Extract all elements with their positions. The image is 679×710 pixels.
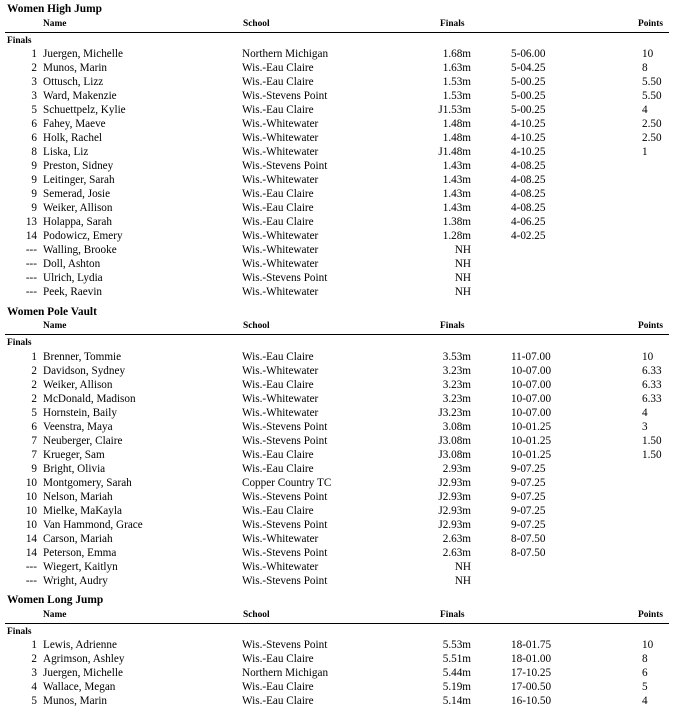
result-row (0, 518, 679, 532)
points-cell: 6.33 (642, 393, 662, 405)
result-row (0, 89, 679, 103)
converted-mark-cell: 18-01.75 (511, 639, 552, 651)
school-cell: Wis.-Eau Claire (242, 62, 314, 74)
mark-cell: 1.43m (442, 188, 471, 200)
place-cell: 2 (31, 62, 37, 74)
athlete-name-cell: Doll, Ashton (43, 258, 101, 270)
converted-mark-cell: 4-08.25 (511, 160, 546, 172)
converted-mark-cell: 9-07.25 (511, 477, 546, 489)
result-row (0, 532, 679, 546)
converted-mark-cell: 9-07.25 (511, 505, 546, 517)
column-header-finals: Finals (440, 19, 465, 29)
place-cell: --- (25, 286, 37, 298)
athlete-name-cell: Davidson, Sydney (43, 365, 126, 377)
place-cell: 13 (25, 216, 37, 228)
mark-cell: 2.63m (442, 533, 471, 545)
mark-cell: 5.51m (442, 653, 471, 665)
converted-mark-cell: 10-01.25 (511, 421, 552, 433)
event-title: Women Long Jump (7, 594, 104, 606)
points-cell: 1.50 (642, 449, 662, 461)
school-cell: Wis.-Stevens Point (242, 272, 328, 284)
result-row (0, 638, 679, 652)
place-cell: 9 (31, 160, 37, 172)
result-row (0, 652, 679, 666)
school-cell: Wis.-Whitewater (242, 244, 319, 256)
result-row (0, 103, 679, 117)
school-cell: Wis.-Stevens Point (242, 435, 328, 447)
school-cell: Copper Country TC (242, 477, 332, 489)
athlete-name-cell: Agrimson, Ashley (43, 653, 125, 665)
athlete-name-cell: Munos, Marin (43, 695, 108, 707)
athlete-name-cell: Walling, Brooke (43, 244, 117, 256)
school-cell: Wis.-Eau Claire (242, 681, 314, 693)
converted-mark-cell: 17-10.25 (511, 667, 552, 679)
column-header-school: School (243, 610, 270, 620)
points-cell: 8 (642, 62, 648, 74)
points-cell: 4 (642, 695, 648, 707)
converted-mark-cell: 16-10.50 (511, 695, 552, 707)
athlete-name-cell: Schuettpelz, Kylie (43, 104, 126, 116)
result-row (0, 257, 679, 271)
place-cell: 2 (31, 393, 37, 405)
result-row (0, 392, 679, 406)
round-label: Finals (7, 36, 32, 46)
mark-cell: 1.68m (442, 48, 471, 60)
athlete-name-cell: Nelson, Mariah (43, 491, 113, 503)
mark-cell: J1.53m (438, 104, 471, 116)
converted-mark-cell: 4-06.25 (511, 216, 546, 228)
result-row (0, 434, 679, 448)
place-cell: 2 (31, 379, 37, 391)
header-divider (5, 334, 669, 335)
school-cell: Wis.-Eau Claire (242, 104, 314, 116)
place-cell: 6 (31, 118, 37, 130)
athlete-name-cell: Lewis, Adrienne (43, 639, 117, 651)
athlete-name-cell: Ulrich, Lydia (43, 272, 103, 284)
mark-cell: 1.43m (442, 160, 471, 172)
column-header-finals: Finals (440, 321, 465, 331)
mark-cell: 3.08m (442, 421, 471, 433)
place-cell: 5 (31, 104, 37, 116)
athlete-name-cell: Munos, Marin (43, 62, 108, 74)
athlete-name-cell: Leitinger, Sarah (43, 174, 115, 186)
school-cell: Wis.-Eau Claire (242, 202, 314, 214)
athlete-name-cell: Holk, Rachel (43, 132, 103, 144)
school-cell: Wis.-Eau Claire (242, 695, 314, 707)
mark-cell: J2.93m (438, 519, 471, 531)
points-cell: 6.33 (642, 379, 662, 391)
round-label: Finals (7, 627, 32, 637)
school-cell: Wis.-Whitewater (242, 365, 319, 377)
school-cell: Wis.-Stevens Point (242, 547, 328, 559)
header-divider (5, 623, 669, 624)
column-header-points: Points (638, 19, 664, 29)
points-cell: 5 (642, 681, 648, 693)
result-row (0, 546, 679, 560)
school-cell: Wis.-Stevens Point (242, 575, 328, 587)
points-cell: 1.50 (642, 435, 662, 447)
converted-mark-cell: 10-07.00 (511, 407, 552, 419)
mark-cell: 1.53m (442, 90, 471, 102)
mark-cell: 5.14m (442, 695, 471, 707)
place-cell: 8 (31, 146, 37, 158)
result-row (0, 159, 679, 173)
school-cell: Wis.-Whitewater (242, 132, 319, 144)
result-row (0, 187, 679, 201)
school-cell: Wis.-Stevens Point (242, 160, 328, 172)
result-row (0, 560, 679, 574)
school-cell: Wis.-Whitewater (242, 118, 319, 130)
place-cell: 4 (31, 681, 37, 693)
converted-mark-cell: 4-10.25 (511, 118, 546, 130)
converted-mark-cell: 4-02.25 (511, 230, 546, 242)
school-cell: Wis.-Stevens Point (242, 421, 328, 433)
place-cell: 14 (25, 533, 37, 545)
result-row (0, 47, 679, 61)
place-cell: --- (25, 575, 37, 587)
result-row (0, 75, 679, 89)
result-row (0, 574, 679, 588)
mark-cell: NH (454, 244, 471, 256)
place-cell: 10 (25, 519, 37, 531)
mark-cell: J2.93m (438, 505, 471, 517)
column-header-name: Name (43, 19, 67, 29)
mark-cell: 1.53m (442, 76, 471, 88)
athlete-name-cell: Juergen, Michelle (43, 48, 123, 60)
column-header-name: Name (43, 610, 67, 620)
school-cell: Wis.-Whitewater (242, 258, 319, 270)
points-cell: 3 (642, 421, 648, 433)
school-cell: Wis.-Eau Claire (242, 505, 314, 517)
school-cell: Wis.-Whitewater (242, 230, 319, 242)
mark-cell: 2.63m (442, 547, 471, 559)
place-cell: 1 (31, 351, 37, 363)
place-cell: 10 (25, 505, 37, 517)
place-cell: --- (25, 272, 37, 284)
athlete-name-cell: Semerad, Josie (43, 188, 111, 200)
mark-cell: 3.23m (442, 393, 471, 405)
converted-mark-cell: 9-07.25 (511, 519, 546, 531)
result-row (0, 350, 679, 364)
points-cell: 2.50 (642, 118, 662, 130)
mark-cell: 5.53m (442, 639, 471, 651)
mark-cell: J1.48m (438, 146, 471, 158)
result-row (0, 680, 679, 694)
athlete-name-cell: Holappa, Sarah (43, 216, 112, 228)
school-cell: Wis.-Eau Claire (242, 463, 314, 475)
result-row (0, 145, 679, 159)
converted-mark-cell: 4-10.25 (511, 146, 546, 158)
column-header-school: School (243, 19, 270, 29)
mark-cell: 1.48m (442, 118, 471, 130)
mark-cell: NH (454, 286, 471, 298)
place-cell: 5 (31, 695, 37, 707)
school-cell: Wis.-Eau Claire (242, 653, 314, 665)
result-row (0, 666, 679, 680)
place-cell: 10 (25, 477, 37, 489)
header-divider (5, 32, 669, 33)
athlete-name-cell: Neuberger, Claire (43, 435, 123, 447)
school-cell: Wis.-Eau Claire (242, 351, 314, 363)
place-cell: 14 (25, 547, 37, 559)
points-cell: 6 (642, 667, 648, 679)
result-row (0, 201, 679, 215)
mark-cell: 5.44m (442, 667, 471, 679)
place-cell: 7 (31, 449, 37, 461)
school-cell: Wis.-Whitewater (242, 286, 319, 298)
place-cell: --- (25, 561, 37, 573)
school-cell: Wis.-Eau Claire (242, 216, 314, 228)
school-cell: Wis.-Whitewater (242, 407, 319, 419)
points-cell: 10 (642, 48, 654, 60)
place-cell: 6 (31, 132, 37, 144)
place-cell: 10 (25, 491, 37, 503)
mark-cell: 3.23m (442, 365, 471, 377)
converted-mark-cell: 4-08.25 (511, 202, 546, 214)
place-cell: 2 (31, 365, 37, 377)
result-row (0, 271, 679, 285)
converted-mark-cell: 5-00.25 (511, 104, 546, 116)
place-cell: 1 (31, 639, 37, 651)
place-cell: 1 (31, 48, 37, 60)
school-cell: Wis.-Stevens Point (242, 491, 328, 503)
points-cell: 4 (642, 104, 648, 116)
mark-cell: 1.48m (442, 132, 471, 144)
place-cell: 3 (31, 90, 37, 102)
result-row (0, 378, 679, 392)
athlete-name-cell: Veenstra, Maya (43, 421, 113, 433)
place-cell: 6 (31, 421, 37, 433)
event-title: Women High Jump (7, 3, 102, 15)
result-row (0, 406, 679, 420)
points-cell: 8 (642, 653, 648, 665)
athlete-name-cell: Wallace, Megan (43, 681, 116, 693)
result-row (0, 420, 679, 434)
school-cell: Wis.-Whitewater (242, 174, 319, 186)
athlete-name-cell: Fahey, Maeve (43, 118, 106, 130)
athlete-name-cell: Mielke, MaKayla (43, 505, 122, 517)
event-title: Women Pole Vault (7, 306, 97, 318)
place-cell: 5 (31, 407, 37, 419)
mark-cell: NH (454, 561, 471, 573)
result-row (0, 285, 679, 299)
athlete-name-cell: Bright, Olivia (43, 463, 106, 475)
converted-mark-cell: 5-00.25 (511, 90, 546, 102)
athlete-name-cell: Ward, Makenzie (43, 90, 117, 102)
place-cell: 7 (31, 435, 37, 447)
athlete-name-cell: Peek, Raevin (43, 286, 103, 298)
athlete-name-cell: Ottusch, Lizz (43, 76, 104, 88)
school-cell: Wis.-Whitewater (242, 533, 319, 545)
converted-mark-cell: 17-00.50 (511, 681, 552, 693)
points-cell: 4 (642, 407, 648, 419)
athlete-name-cell: Krueger, Sam (43, 449, 105, 461)
column-header-name: Name (43, 321, 67, 331)
athlete-name-cell: Montgomery, Sarah (43, 477, 132, 489)
athlete-name-cell: Podowicz, Emery (43, 230, 123, 242)
result-row (0, 476, 679, 490)
mark-cell: NH (454, 575, 471, 587)
athlete-name-cell: Hornstein, Baily (43, 407, 117, 419)
converted-mark-cell: 8-07.50 (511, 533, 546, 545)
athlete-name-cell: Van Hammond, Grace (43, 519, 143, 531)
athlete-name-cell: McDonald, Madison (43, 393, 136, 405)
result-row (0, 462, 679, 476)
school-cell: Wis.-Stevens Point (242, 519, 328, 531)
school-cell: Wis.-Eau Claire (242, 449, 314, 461)
converted-mark-cell: 10-01.25 (511, 449, 552, 461)
school-cell: Wis.-Stevens Point (242, 639, 328, 651)
points-cell: 6.33 (642, 365, 662, 377)
converted-mark-cell: 10-07.00 (511, 365, 552, 377)
place-cell: 9 (31, 202, 37, 214)
points-cell: 1 (642, 146, 648, 158)
school-cell: Northern Michigan (242, 667, 329, 679)
result-row (0, 694, 679, 708)
athlete-name-cell: Peterson, Emma (43, 547, 117, 559)
converted-mark-cell: 5-00.25 (511, 76, 546, 88)
place-cell: --- (25, 244, 37, 256)
converted-mark-cell: 9-07.25 (511, 491, 546, 503)
school-cell: Wis.-Eau Claire (242, 76, 314, 88)
converted-mark-cell: 10-07.00 (511, 393, 552, 405)
school-cell: Wis.-Eau Claire (242, 188, 314, 200)
result-row (0, 61, 679, 75)
athlete-name-cell: Brenner, Tommie (43, 351, 122, 363)
converted-mark-cell: 9-07.25 (511, 463, 546, 475)
athlete-name-cell: Wright, Audry (43, 575, 108, 587)
place-cell: 14 (25, 230, 37, 242)
converted-mark-cell: 5-06.00 (511, 48, 546, 60)
mark-cell: 1.28m (442, 230, 471, 242)
place-cell: 9 (31, 174, 37, 186)
converted-mark-cell: 4-08.25 (511, 188, 546, 200)
column-header-finals: Finals (440, 610, 465, 620)
column-header-points: Points (638, 610, 664, 620)
converted-mark-cell: 4-08.25 (511, 174, 546, 186)
athlete-name-cell: Juergen, Michelle (43, 667, 123, 679)
result-row (0, 243, 679, 257)
result-row (0, 215, 679, 229)
school-cell: Wis.-Whitewater (242, 146, 319, 158)
place-cell: 9 (31, 463, 37, 475)
column-header-school: School (243, 321, 270, 331)
points-cell: 2.50 (642, 132, 662, 144)
mark-cell: 3.23m (442, 379, 471, 391)
school-cell: Wis.-Whitewater (242, 561, 319, 573)
result-row (0, 504, 679, 518)
result-row (0, 131, 679, 145)
mark-cell: 1.43m (442, 202, 471, 214)
mark-cell: J2.93m (438, 491, 471, 503)
column-header-points: Points (638, 321, 664, 331)
mark-cell: NH (454, 272, 471, 284)
result-row (0, 490, 679, 504)
converted-mark-cell: 11-07.00 (511, 351, 551, 363)
place-cell: --- (25, 258, 37, 270)
mark-cell: 5.19m (442, 681, 471, 693)
mark-cell: J3.08m (438, 449, 471, 461)
place-cell: 3 (31, 667, 37, 679)
converted-mark-cell: 10-07.00 (511, 379, 552, 391)
converted-mark-cell: 18-01.00 (511, 653, 552, 665)
result-row (0, 364, 679, 378)
converted-mark-cell: 8-07.50 (511, 547, 546, 559)
round-label: Finals (7, 338, 32, 348)
school-cell: Wis.-Whitewater (242, 393, 319, 405)
result-row (0, 448, 679, 462)
result-row (0, 229, 679, 243)
mark-cell: 1.38m (442, 216, 471, 228)
mark-cell: J3.08m (438, 435, 471, 447)
athlete-name-cell: Carson, Mariah (43, 533, 113, 545)
points-cell: 10 (642, 351, 654, 363)
mark-cell: NH (454, 258, 471, 270)
points-cell: 5.50 (642, 76, 662, 88)
athlete-name-cell: Liska, Liz (43, 146, 89, 158)
place-cell: 2 (31, 653, 37, 665)
converted-mark-cell: 5-04.25 (511, 62, 546, 74)
result-row (0, 117, 679, 131)
school-cell: Wis.-Eau Claire (242, 379, 314, 391)
school-cell: Northern Michigan (242, 48, 329, 60)
mark-cell: 2.93m (442, 463, 471, 475)
athlete-name-cell: Preston, Sidney (43, 160, 114, 172)
athlete-name-cell: Wiegert, Kaitlyn (43, 561, 118, 573)
place-cell: 9 (31, 188, 37, 200)
points-cell: 5.50 (642, 90, 662, 102)
mark-cell: 1.43m (442, 174, 471, 186)
mark-cell: 1.63m (442, 62, 471, 74)
converted-mark-cell: 4-10.25 (511, 132, 546, 144)
mark-cell: J2.93m (438, 477, 471, 489)
athlete-name-cell: Weiker, Allison (43, 379, 113, 391)
points-cell: 10 (642, 639, 654, 651)
place-cell: 3 (31, 76, 37, 88)
athlete-name-cell: Weiker, Allison (43, 202, 113, 214)
converted-mark-cell: 10-01.25 (511, 435, 552, 447)
mark-cell: 3.53m (442, 351, 471, 363)
school-cell: Wis.-Stevens Point (242, 90, 328, 102)
result-row (0, 173, 679, 187)
mark-cell: J3.23m (438, 407, 471, 419)
